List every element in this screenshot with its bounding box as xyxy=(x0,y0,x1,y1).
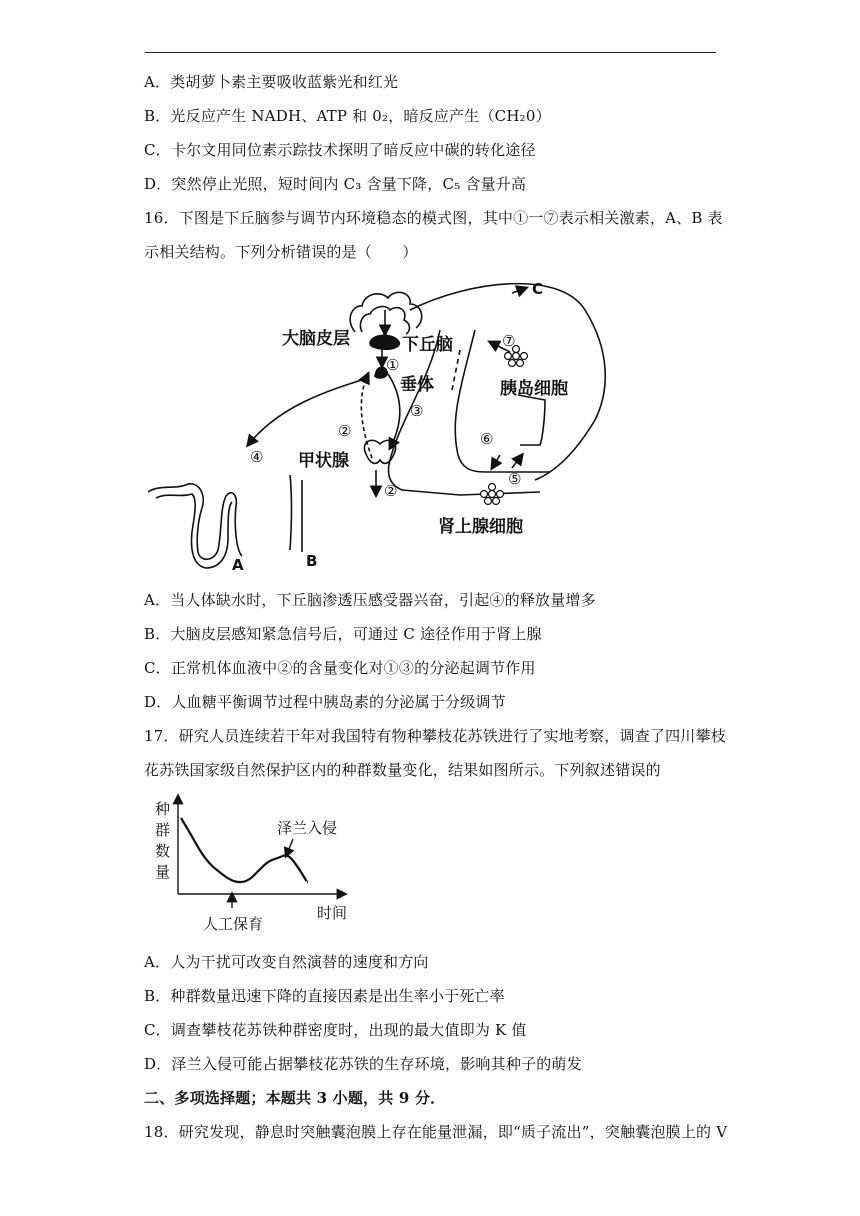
top-rule xyxy=(145,52,716,53)
q17-stem-line2: 花苏铁国家级自然保护区内的种群数量变化，结果如图所示。下列叙述错误的 xyxy=(144,761,661,779)
label-h3: ③ xyxy=(410,402,424,420)
y-axis-label-char: 量 xyxy=(155,863,171,881)
label-h6: ⑥ xyxy=(480,430,494,448)
label-hypothalamus: 下丘脑 xyxy=(402,335,453,355)
y-axis-label-char: 种 xyxy=(155,800,171,818)
q15-option-b: B．光反应产生 NADH、ATP 和 0₂，暗反应产生（CH₂0） xyxy=(144,107,551,125)
y-axis-label-char: 群 xyxy=(155,821,171,839)
label-h2a: ② xyxy=(338,422,352,440)
q18-stem-line1: 18．研究发现，静息时突触囊泡膜上存在能量泄漏，即“质子流出”，突触囊泡膜上的 V xyxy=(144,1123,728,1141)
label-adrenal: 肾上腺细胞 xyxy=(438,517,523,537)
label-thyroid: 甲状腺 xyxy=(298,451,349,471)
y-axis-label-char: 数 xyxy=(155,842,171,860)
q15-option-d: D．突然停止光照，短时间内 C₃ 含量下降，C₅ 含量升高 xyxy=(144,175,527,193)
q16-option-d: D．人血糖平衡调节过程中胰岛素的分泌属于分级调节 xyxy=(144,693,506,711)
label-islet: 胰岛细胞 xyxy=(500,379,568,399)
vessel-right xyxy=(455,330,550,472)
y-axis-label xyxy=(155,800,170,881)
label-h2b: ② xyxy=(384,482,398,500)
q17-stem-line1: 17．研究人员连续若干年对我国特有物种攀枝花苏铁进行了实地考察，调查了四川攀枝 xyxy=(144,727,726,745)
q16-stem-line1: 16．下图是下丘脑参与调节内环境稳态的模式图，其中①一⑦表示相关激素，A、B 表 xyxy=(144,209,723,227)
section2-title: 二、多项选择题；本题共 3 小题，共 9 分． xyxy=(144,1089,446,1107)
label-pituitary: 垂体 xyxy=(400,375,434,395)
label-c: C xyxy=(532,280,544,298)
q16-option-a: A．当人体缺水时，下丘脑渗透压感受器兴奋，引起④的释放量增多 xyxy=(144,591,596,609)
structure-b xyxy=(290,475,292,550)
label-a: A xyxy=(232,556,244,574)
q16-stem-line2: 示相关结构。下列分析错误的是（ ） xyxy=(144,243,418,261)
q17-option-c: C．调查攀枝花苏铁种群密度时，出现的最大值即为 K 值 xyxy=(144,1021,527,1039)
q16-option-b: B．大脑皮层感知紧急信号后，可通过 C 途径作用于肾上腺 xyxy=(144,625,542,643)
x-axis-label: 时间 xyxy=(317,904,348,922)
label-b: B xyxy=(306,552,318,570)
annotation-breeding: 人工保育 xyxy=(203,915,264,933)
label-h7: ⑦ xyxy=(502,332,516,350)
annotation-invasion-arrow xyxy=(286,839,293,856)
label-h1: ① xyxy=(386,356,400,374)
hypothalamus-shape xyxy=(369,335,400,350)
label-h4: ④ xyxy=(250,448,264,466)
q15-option-c: C．卡尔文用同位素示踪技术探明了暗反应中碳的转化途径 xyxy=(144,141,536,159)
adrenal-cells xyxy=(481,484,504,505)
q17-option-b: B．种群数量迅速下降的直接因素是出生率小于死亡率 xyxy=(144,987,505,1005)
q15-option-a: A．类胡萝卜素主要吸收蓝紫光和红光 xyxy=(144,73,399,91)
population-chart xyxy=(145,790,365,940)
q16-option-c: C．正常机体血液中②的含量变化对①③的分泌起调节作用 xyxy=(144,659,536,677)
annotation-invasion: 泽兰入侵 xyxy=(277,819,338,837)
q17-option-a: A．人为干扰可改变自然演替的速度和方向 xyxy=(144,953,429,971)
q17-option-d: D．泽兰入侵可能占据攀枝花苏铁的生存环境，影响其种子的萌发 xyxy=(144,1055,582,1073)
thyroid-shape xyxy=(364,440,395,463)
label-cortex: 大脑皮层 xyxy=(282,329,350,349)
hypothalamus-regulation-diagram xyxy=(140,270,620,580)
label-h5: ⑤ xyxy=(508,470,522,488)
